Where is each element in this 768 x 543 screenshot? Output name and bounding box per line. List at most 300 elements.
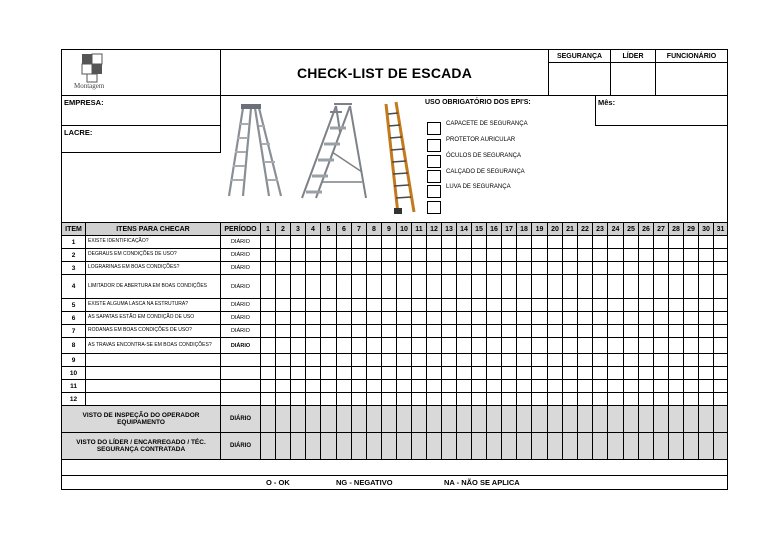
- day-check-cell[interactable]: [457, 325, 472, 338]
- day-check-cell[interactable]: [517, 380, 532, 393]
- day-check-cell[interactable]: [397, 325, 412, 338]
- day-check-cell[interactable]: [684, 236, 699, 249]
- day-check-cell[interactable]: [502, 380, 517, 393]
- day-check-cell[interactable]: [442, 380, 457, 393]
- visto-sign-cell[interactable]: [397, 433, 412, 460]
- visto-sign-cell[interactable]: [654, 406, 669, 433]
- day-check-cell[interactable]: [352, 236, 367, 249]
- day-check-cell[interactable]: [578, 367, 593, 380]
- day-check-cell[interactable]: [382, 312, 397, 325]
- day-check-cell[interactable]: [487, 299, 502, 312]
- day-check-cell[interactable]: [397, 367, 412, 380]
- visto-sign-cell[interactable]: [472, 433, 487, 460]
- day-check-cell[interactable]: [578, 236, 593, 249]
- visto-sign-cell[interactable]: [684, 433, 699, 460]
- day-check-cell[interactable]: [563, 367, 578, 380]
- day-check-cell[interactable]: [532, 325, 548, 338]
- day-check-cell[interactable]: [502, 354, 517, 367]
- day-check-cell[interactable]: [427, 325, 442, 338]
- day-check-cell[interactable]: [276, 299, 291, 312]
- day-check-cell[interactable]: [699, 325, 714, 338]
- visto-sign-cell[interactable]: [699, 406, 714, 433]
- day-check-cell[interactable]: [699, 249, 714, 262]
- day-check-cell[interactable]: [699, 312, 714, 325]
- sign-field-funcionario[interactable]: [655, 62, 728, 96]
- visto-sign-cell[interactable]: [578, 406, 593, 433]
- visto-sign-cell[interactable]: [412, 433, 427, 460]
- visto-sign-cell[interactable]: [548, 406, 563, 433]
- visto-sign-cell[interactable]: [487, 406, 502, 433]
- day-check-cell[interactable]: [532, 380, 548, 393]
- day-check-cell[interactable]: [367, 262, 382, 275]
- day-check-cell[interactable]: [487, 275, 502, 299]
- day-check-cell[interactable]: [487, 380, 502, 393]
- day-check-cell[interactable]: [291, 262, 306, 275]
- day-check-cell[interactable]: [276, 275, 291, 299]
- day-check-cell[interactable]: [714, 338, 728, 354]
- day-check-cell[interactable]: [608, 338, 624, 354]
- day-check-cell[interactable]: [608, 367, 624, 380]
- visto-sign-cell[interactable]: [427, 406, 442, 433]
- day-check-cell[interactable]: [669, 312, 684, 325]
- day-check-cell[interactable]: [412, 299, 427, 312]
- day-check-cell[interactable]: [291, 338, 306, 354]
- day-check-cell[interactable]: [684, 275, 699, 299]
- day-check-cell[interactable]: [291, 299, 306, 312]
- visto-sign-cell[interactable]: [321, 406, 337, 433]
- day-check-cell[interactable]: [261, 393, 276, 406]
- day-check-cell[interactable]: [563, 249, 578, 262]
- day-check-cell[interactable]: [337, 299, 352, 312]
- day-check-cell[interactable]: [412, 380, 427, 393]
- day-check-cell[interactable]: [669, 299, 684, 312]
- mes-field[interactable]: [595, 95, 728, 126]
- day-check-cell[interactable]: [427, 393, 442, 406]
- day-check-cell[interactable]: [367, 393, 382, 406]
- day-check-cell[interactable]: [472, 367, 487, 380]
- day-check-cell[interactable]: [306, 325, 321, 338]
- day-check-cell[interactable]: [427, 236, 442, 249]
- visto-sign-cell[interactable]: [382, 433, 397, 460]
- visto-sign-cell[interactable]: [276, 433, 291, 460]
- day-check-cell[interactable]: [457, 299, 472, 312]
- day-check-cell[interactable]: [487, 249, 502, 262]
- day-check-cell[interactable]: [457, 338, 472, 354]
- day-check-cell[interactable]: [367, 236, 382, 249]
- day-check-cell[interactable]: [276, 380, 291, 393]
- day-check-cell[interactable]: [517, 249, 532, 262]
- day-check-cell[interactable]: [532, 393, 548, 406]
- visto-sign-cell[interactable]: [502, 433, 517, 460]
- day-check-cell[interactable]: [472, 393, 487, 406]
- day-check-cell[interactable]: [669, 380, 684, 393]
- day-check-cell[interactable]: [608, 312, 624, 325]
- day-check-cell[interactable]: [684, 354, 699, 367]
- day-check-cell[interactable]: [502, 312, 517, 325]
- day-check-cell[interactable]: [563, 236, 578, 249]
- day-check-cell[interactable]: [321, 236, 337, 249]
- day-check-cell[interactable]: [699, 393, 714, 406]
- day-check-cell[interactable]: [352, 312, 367, 325]
- day-check-cell[interactable]: [261, 262, 276, 275]
- day-check-cell[interactable]: [578, 354, 593, 367]
- visto-sign-cell[interactable]: [442, 433, 457, 460]
- day-check-cell[interactable]: [517, 393, 532, 406]
- visto-sign-cell[interactable]: [367, 433, 382, 460]
- day-check-cell[interactable]: [472, 249, 487, 262]
- day-check-cell[interactable]: [306, 354, 321, 367]
- day-check-cell[interactable]: [624, 367, 639, 380]
- day-check-cell[interactable]: [367, 312, 382, 325]
- day-check-cell[interactable]: [382, 338, 397, 354]
- day-check-cell[interactable]: [412, 354, 427, 367]
- day-check-cell[interactable]: [457, 380, 472, 393]
- day-check-cell[interactable]: [593, 354, 608, 367]
- day-check-cell[interactable]: [457, 249, 472, 262]
- day-check-cell[interactable]: [563, 275, 578, 299]
- day-check-cell[interactable]: [487, 367, 502, 380]
- day-check-cell[interactable]: [532, 338, 548, 354]
- day-check-cell[interactable]: [699, 380, 714, 393]
- day-check-cell[interactable]: [352, 354, 367, 367]
- day-check-cell[interactable]: [532, 275, 548, 299]
- day-check-cell[interactable]: [382, 299, 397, 312]
- visto-sign-cell[interactable]: [472, 406, 487, 433]
- day-check-cell[interactable]: [261, 354, 276, 367]
- day-check-cell[interactable]: [306, 249, 321, 262]
- day-check-cell[interactable]: [382, 262, 397, 275]
- day-check-cell[interactable]: [548, 236, 563, 249]
- day-check-cell[interactable]: [608, 299, 624, 312]
- day-check-cell[interactable]: [457, 275, 472, 299]
- day-check-cell[interactable]: [276, 262, 291, 275]
- day-check-cell[interactable]: [427, 312, 442, 325]
- day-check-cell[interactable]: [699, 236, 714, 249]
- day-check-cell[interactable]: [472, 262, 487, 275]
- day-check-cell[interactable]: [367, 325, 382, 338]
- day-check-cell[interactable]: [382, 249, 397, 262]
- lacre-field[interactable]: [61, 125, 221, 153]
- day-check-cell[interactable]: [442, 393, 457, 406]
- day-check-cell[interactable]: [593, 338, 608, 354]
- day-check-cell[interactable]: [548, 275, 563, 299]
- day-check-cell[interactable]: [352, 262, 367, 275]
- visto-sign-cell[interactable]: [457, 406, 472, 433]
- sign-field-lider[interactable]: [610, 62, 656, 96]
- epi-checkbox-protetor[interactable]: [427, 139, 441, 152]
- day-check-cell[interactable]: [502, 275, 517, 299]
- day-check-cell[interactable]: [472, 338, 487, 354]
- day-check-cell[interactable]: [321, 249, 337, 262]
- day-check-cell[interactable]: [487, 325, 502, 338]
- day-check-cell[interactable]: [427, 262, 442, 275]
- day-check-cell[interactable]: [337, 338, 352, 354]
- visto-sign-cell[interactable]: [382, 406, 397, 433]
- day-check-cell[interactable]: [654, 354, 669, 367]
- day-check-cell[interactable]: [442, 325, 457, 338]
- visto-sign-cell[interactable]: [714, 406, 728, 433]
- day-check-cell[interactable]: [714, 393, 728, 406]
- day-check-cell[interactable]: [608, 249, 624, 262]
- day-check-cell[interactable]: [412, 367, 427, 380]
- day-check-cell[interactable]: [261, 338, 276, 354]
- day-check-cell[interactable]: [624, 262, 639, 275]
- day-check-cell[interactable]: [261, 236, 276, 249]
- day-check-cell[interactable]: [578, 312, 593, 325]
- day-check-cell[interactable]: [442, 262, 457, 275]
- day-check-cell[interactable]: [563, 380, 578, 393]
- day-check-cell[interactable]: [624, 393, 639, 406]
- sign-field-seguranca[interactable]: [548, 62, 611, 96]
- visto-sign-cell[interactable]: [532, 406, 548, 433]
- day-check-cell[interactable]: [699, 338, 714, 354]
- day-check-cell[interactable]: [669, 275, 684, 299]
- visto-sign-cell[interactable]: [367, 406, 382, 433]
- day-check-cell[interactable]: [548, 299, 563, 312]
- day-check-cell[interactable]: [427, 275, 442, 299]
- day-check-cell[interactable]: [548, 380, 563, 393]
- day-check-cell[interactable]: [669, 236, 684, 249]
- day-check-cell[interactable]: [276, 354, 291, 367]
- day-check-cell[interactable]: [699, 354, 714, 367]
- day-check-cell[interactable]: [276, 338, 291, 354]
- day-check-cell[interactable]: [487, 312, 502, 325]
- day-check-cell[interactable]: [624, 299, 639, 312]
- visto-sign-cell[interactable]: [427, 433, 442, 460]
- day-check-cell[interactable]: [639, 354, 654, 367]
- day-check-cell[interactable]: [261, 275, 276, 299]
- day-check-cell[interactable]: [367, 380, 382, 393]
- day-check-cell[interactable]: [502, 249, 517, 262]
- visto-sign-cell[interactable]: [639, 433, 654, 460]
- visto-sign-cell[interactable]: [563, 406, 578, 433]
- day-check-cell[interactable]: [306, 299, 321, 312]
- day-check-cell[interactable]: [397, 249, 412, 262]
- visto-sign-cell[interactable]: [337, 433, 352, 460]
- day-check-cell[interactable]: [548, 312, 563, 325]
- day-check-cell[interactable]: [442, 299, 457, 312]
- visto-sign-cell[interactable]: [548, 433, 563, 460]
- day-check-cell[interactable]: [472, 354, 487, 367]
- day-check-cell[interactable]: [517, 367, 532, 380]
- day-check-cell[interactable]: [639, 236, 654, 249]
- day-check-cell[interactable]: [412, 262, 427, 275]
- day-check-cell[interactable]: [306, 338, 321, 354]
- day-check-cell[interactable]: [382, 393, 397, 406]
- visto-sign-cell[interactable]: [276, 406, 291, 433]
- day-check-cell[interactable]: [593, 312, 608, 325]
- day-check-cell[interactable]: [321, 354, 337, 367]
- day-check-cell[interactable]: [427, 249, 442, 262]
- day-check-cell[interactable]: [669, 262, 684, 275]
- visto-sign-cell[interactable]: [608, 406, 624, 433]
- day-check-cell[interactable]: [412, 393, 427, 406]
- day-check-cell[interactable]: [261, 312, 276, 325]
- day-check-cell[interactable]: [639, 367, 654, 380]
- day-check-cell[interactable]: [684, 367, 699, 380]
- day-check-cell[interactable]: [261, 249, 276, 262]
- day-check-cell[interactable]: [532, 236, 548, 249]
- day-check-cell[interactable]: [563, 262, 578, 275]
- day-check-cell[interactable]: [639, 249, 654, 262]
- day-check-cell[interactable]: [502, 393, 517, 406]
- day-check-cell[interactable]: [714, 380, 728, 393]
- day-check-cell[interactable]: [608, 325, 624, 338]
- day-check-cell[interactable]: [639, 299, 654, 312]
- day-check-cell[interactable]: [412, 249, 427, 262]
- day-check-cell[interactable]: [548, 262, 563, 275]
- day-check-cell[interactable]: [352, 393, 367, 406]
- day-check-cell[interactable]: [502, 236, 517, 249]
- day-check-cell[interactable]: [563, 354, 578, 367]
- day-check-cell[interactable]: [427, 299, 442, 312]
- day-check-cell[interactable]: [654, 249, 669, 262]
- day-check-cell[interactable]: [367, 249, 382, 262]
- day-check-cell[interactable]: [321, 325, 337, 338]
- day-check-cell[interactable]: [714, 299, 728, 312]
- day-check-cell[interactable]: [261, 380, 276, 393]
- day-check-cell[interactable]: [472, 299, 487, 312]
- day-check-cell[interactable]: [548, 338, 563, 354]
- day-check-cell[interactable]: [321, 275, 337, 299]
- day-check-cell[interactable]: [684, 312, 699, 325]
- day-check-cell[interactable]: [487, 393, 502, 406]
- day-check-cell[interactable]: [578, 325, 593, 338]
- day-check-cell[interactable]: [306, 275, 321, 299]
- day-check-cell[interactable]: [382, 325, 397, 338]
- day-check-cell[interactable]: [639, 325, 654, 338]
- day-check-cell[interactable]: [578, 393, 593, 406]
- day-check-cell[interactable]: [442, 338, 457, 354]
- day-check-cell[interactable]: [608, 354, 624, 367]
- day-check-cell[interactable]: [382, 367, 397, 380]
- visto-sign-cell[interactable]: [487, 433, 502, 460]
- day-check-cell[interactable]: [639, 275, 654, 299]
- day-check-cell[interactable]: [669, 367, 684, 380]
- day-check-cell[interactable]: [699, 299, 714, 312]
- day-check-cell[interactable]: [397, 262, 412, 275]
- day-check-cell[interactable]: [578, 380, 593, 393]
- day-check-cell[interactable]: [367, 275, 382, 299]
- visto-sign-cell[interactable]: [624, 406, 639, 433]
- day-check-cell[interactable]: [397, 312, 412, 325]
- day-check-cell[interactable]: [291, 275, 306, 299]
- day-check-cell[interactable]: [321, 262, 337, 275]
- day-check-cell[interactable]: [714, 262, 728, 275]
- day-check-cell[interactable]: [427, 367, 442, 380]
- day-check-cell[interactable]: [502, 367, 517, 380]
- day-check-cell[interactable]: [684, 380, 699, 393]
- day-check-cell[interactable]: [548, 249, 563, 262]
- visto-sign-cell[interactable]: [593, 406, 608, 433]
- visto-sign-cell[interactable]: [517, 433, 532, 460]
- day-check-cell[interactable]: [276, 367, 291, 380]
- day-check-cell[interactable]: [442, 312, 457, 325]
- visto-sign-cell[interactable]: [352, 433, 367, 460]
- day-check-cell[interactable]: [352, 325, 367, 338]
- day-check-cell[interactable]: [397, 354, 412, 367]
- day-check-cell[interactable]: [367, 354, 382, 367]
- day-check-cell[interactable]: [487, 236, 502, 249]
- day-check-cell[interactable]: [624, 325, 639, 338]
- day-check-cell[interactable]: [337, 367, 352, 380]
- epi-checkbox-capacete[interactable]: [427, 122, 441, 135]
- visto-sign-cell[interactable]: [321, 433, 337, 460]
- day-check-cell[interactable]: [352, 380, 367, 393]
- day-check-cell[interactable]: [669, 249, 684, 262]
- day-check-cell[interactable]: [457, 262, 472, 275]
- day-check-cell[interactable]: [382, 380, 397, 393]
- day-check-cell[interactable]: [517, 325, 532, 338]
- day-check-cell[interactable]: [639, 338, 654, 354]
- day-check-cell[interactable]: [578, 275, 593, 299]
- day-check-cell[interactable]: [337, 275, 352, 299]
- day-check-cell[interactable]: [306, 380, 321, 393]
- day-check-cell[interactable]: [276, 325, 291, 338]
- day-check-cell[interactable]: [517, 299, 532, 312]
- day-check-cell[interactable]: [669, 393, 684, 406]
- day-check-cell[interactable]: [276, 236, 291, 249]
- day-check-cell[interactable]: [337, 354, 352, 367]
- day-check-cell[interactable]: [563, 325, 578, 338]
- day-check-cell[interactable]: [472, 325, 487, 338]
- day-check-cell[interactable]: [412, 338, 427, 354]
- day-check-cell[interactable]: [427, 380, 442, 393]
- day-check-cell[interactable]: [487, 354, 502, 367]
- day-check-cell[interactable]: [578, 338, 593, 354]
- day-check-cell[interactable]: [517, 262, 532, 275]
- epi-checkbox-luva[interactable]: [427, 185, 441, 198]
- day-check-cell[interactable]: [699, 367, 714, 380]
- day-check-cell[interactable]: [397, 338, 412, 354]
- day-check-cell[interactable]: [502, 338, 517, 354]
- day-check-cell[interactable]: [382, 275, 397, 299]
- day-check-cell[interactable]: [532, 249, 548, 262]
- visto-sign-cell[interactable]: [412, 406, 427, 433]
- day-check-cell[interactable]: [352, 299, 367, 312]
- day-check-cell[interactable]: [397, 380, 412, 393]
- day-check-cell[interactable]: [291, 380, 306, 393]
- day-check-cell[interactable]: [352, 249, 367, 262]
- day-check-cell[interactable]: [321, 367, 337, 380]
- day-check-cell[interactable]: [517, 236, 532, 249]
- epi-checkbox-oculos[interactable]: [427, 155, 441, 168]
- visto-sign-cell[interactable]: [517, 406, 532, 433]
- day-check-cell[interactable]: [337, 249, 352, 262]
- visto-sign-cell[interactable]: [608, 433, 624, 460]
- visto-sign-cell[interactable]: [699, 433, 714, 460]
- day-check-cell[interactable]: [306, 393, 321, 406]
- day-check-cell[interactable]: [532, 367, 548, 380]
- day-check-cell[interactable]: [563, 312, 578, 325]
- day-check-cell[interactable]: [472, 312, 487, 325]
- visto-sign-cell[interactable]: [684, 406, 699, 433]
- day-check-cell[interactable]: [639, 380, 654, 393]
- day-check-cell[interactable]: [502, 262, 517, 275]
- day-check-cell[interactable]: [352, 338, 367, 354]
- visto-sign-cell[interactable]: [639, 406, 654, 433]
- day-check-cell[interactable]: [291, 393, 306, 406]
- day-check-cell[interactable]: [714, 367, 728, 380]
- day-check-cell[interactable]: [654, 325, 669, 338]
- visto-sign-cell[interactable]: [669, 406, 684, 433]
- visto-sign-cell[interactable]: [654, 433, 669, 460]
- day-check-cell[interactable]: [714, 236, 728, 249]
- day-check-cell[interactable]: [457, 393, 472, 406]
- day-check-cell[interactable]: [517, 354, 532, 367]
- visto-sign-cell[interactable]: [578, 433, 593, 460]
- visto-sign-cell[interactable]: [563, 433, 578, 460]
